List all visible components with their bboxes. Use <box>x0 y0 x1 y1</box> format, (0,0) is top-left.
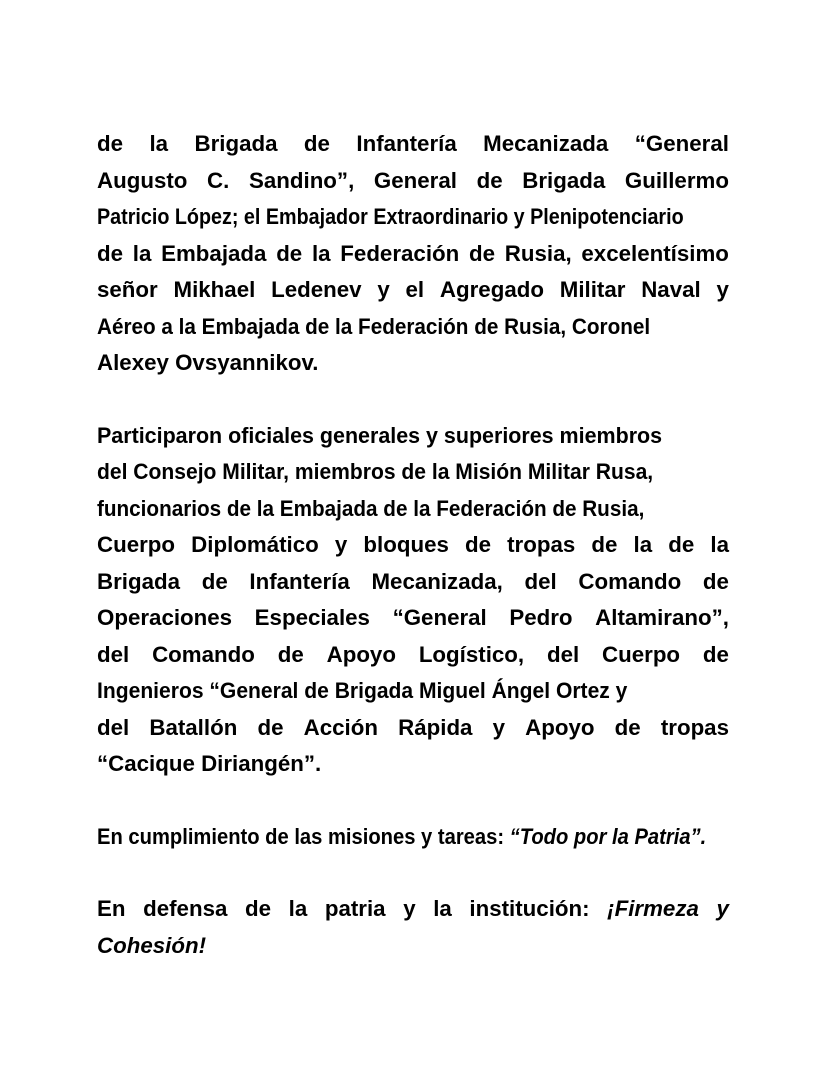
word: Infantería <box>249 568 350 594</box>
text-line: Alexey Ovsyannikov. <box>97 350 319 375</box>
text-line <box>97 710 729 747</box>
word: de <box>303 131 330 156</box>
text-line <box>97 600 729 637</box>
word: institución: <box>469 896 590 921</box>
word: Rusia, <box>504 240 572 266</box>
word: de <box>468 240 496 266</box>
motto-firmeza-y-cohesion-end: Cohesión! <box>97 932 207 958</box>
word: la <box>132 240 152 266</box>
word: General <box>373 167 457 193</box>
word: En <box>97 896 126 921</box>
word: Brigada <box>97 568 181 594</box>
text-line <box>97 819 707 856</box>
word: Militar <box>559 277 626 302</box>
word: Diplomático <box>191 532 319 557</box>
text-line <box>97 637 729 674</box>
word: Altamirano”, <box>595 605 729 630</box>
word: de <box>668 532 695 557</box>
word: Rápida <box>398 714 473 740</box>
word: Mecanizada, <box>371 568 503 594</box>
word: Comando <box>578 568 682 594</box>
word: tropas <box>660 714 729 740</box>
word: señor <box>97 277 158 302</box>
word: y <box>492 714 506 740</box>
word: excelentísimo <box>581 240 729 266</box>
text-line: Ingenieros “General de Brigada Miguel Ángel Ortez y <box>97 678 628 703</box>
word: Apoyo <box>525 714 595 740</box>
paragraph-3 <box>97 819 729 856</box>
word: del <box>97 714 130 740</box>
word: Ledenev <box>271 277 362 302</box>
word: bloques <box>363 532 449 557</box>
word: la <box>433 896 452 921</box>
word: “General <box>392 605 487 630</box>
text-line: Aéreo a la Embajada de la Federación de Rusia, Coronel <box>97 313 651 339</box>
word: Cuerpo <box>97 532 176 557</box>
word: de <box>277 641 304 667</box>
word: de <box>476 167 503 193</box>
word: Naval <box>641 277 701 302</box>
word: de <box>97 240 124 266</box>
word: la <box>311 240 331 266</box>
motto-todo-por-la-patria: “Todo por la Patria”. <box>509 823 707 849</box>
line-plain-part: En cumplimiento de las misiones y tareas: <box>97 823 510 849</box>
word: Federación <box>340 240 460 266</box>
word: Especiales <box>254 605 370 630</box>
word: Pedro <box>509 605 573 630</box>
text-line <box>97 564 729 601</box>
word: tropas <box>507 532 576 557</box>
word: del <box>524 568 557 594</box>
paragraph-2 <box>97 418 729 783</box>
word: y <box>377 277 390 302</box>
word: Brigada <box>194 131 278 156</box>
document-text-column <box>97 126 729 964</box>
word: de <box>201 568 228 594</box>
word: Acción <box>303 714 378 740</box>
word: Augusto <box>97 167 188 193</box>
word: defensa <box>143 896 228 921</box>
word: Mikhael <box>173 277 256 302</box>
paragraph-1 <box>97 126 729 382</box>
word: del <box>97 641 130 667</box>
word: Mecanizada <box>483 131 609 156</box>
word: de <box>257 714 284 740</box>
word: de <box>614 714 641 740</box>
word: Guillermo <box>624 167 729 193</box>
text-line: Participaron oficiales generales y superiores miembros <box>97 422 663 448</box>
word: Batallón <box>149 714 238 740</box>
word: la <box>710 532 729 557</box>
word: “General <box>634 131 729 156</box>
word: Embajada <box>161 240 267 266</box>
word: Cuerpo <box>602 641 681 667</box>
word: de <box>464 532 492 557</box>
text-line <box>97 126 729 163</box>
word: Infantería <box>356 131 457 156</box>
text-line: del Consejo Militar, miembros de la Misión Militar Rusa, <box>97 459 654 484</box>
word: patria <box>324 896 386 921</box>
word: la <box>288 896 308 921</box>
word: la <box>633 532 653 557</box>
word: y <box>716 277 729 302</box>
word: la <box>149 131 169 156</box>
word: C. <box>207 167 230 193</box>
text-line: “Cacique Diriangén”. <box>97 751 322 776</box>
text-line <box>97 236 729 273</box>
word: y <box>334 532 348 557</box>
motto-word: y <box>716 896 729 921</box>
text-line <box>97 891 729 928</box>
word: Apoyo <box>326 641 396 667</box>
text-line <box>97 272 729 309</box>
word: Logístico, <box>418 641 525 667</box>
word: Sandino”, <box>248 167 355 193</box>
motto-word: ¡Firmeza <box>607 896 699 921</box>
word: de <box>245 896 272 921</box>
word: Operaciones <box>97 605 233 630</box>
text-line: funcionarios de la Embajada de la Federación de Rusia, <box>97 495 645 521</box>
word: del <box>546 641 580 667</box>
word: Comando <box>152 641 255 667</box>
text-line <box>97 163 729 200</box>
word: el <box>405 277 425 302</box>
word: de <box>591 532 618 557</box>
word: Agregado <box>439 277 544 302</box>
word: de <box>702 568 729 594</box>
text-line <box>97 527 729 564</box>
word: de <box>702 641 729 667</box>
word: Brigada <box>522 167 606 193</box>
text-line: Patricio López; el Embajador Extraordinario y Plenipotenciario <box>97 204 684 229</box>
word: de <box>276 240 303 266</box>
word: de <box>97 131 124 156</box>
word: y <box>403 896 416 921</box>
paragraph-4 <box>97 891 729 964</box>
